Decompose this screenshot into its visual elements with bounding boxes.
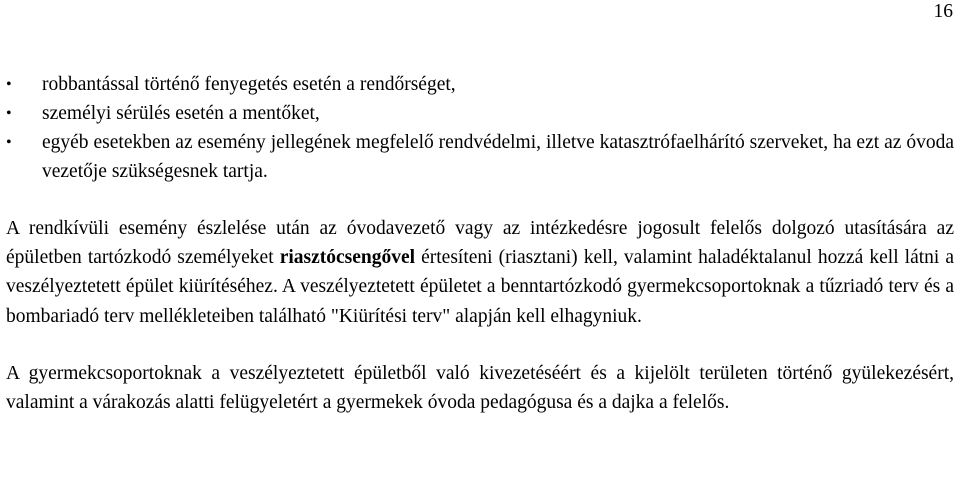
paragraph-alarm	[6, 214, 954, 331]
bullet-icon: •	[6, 76, 12, 93]
paragraph-text-end: értesíteni (riasztani) kell, valamint haladéktalanul hozzá kell látni a veszélyeztetett épület kiürítéséhez. A veszélyeztetett épületet a benntartózkodó gyermekcsoportoknak a tűzriadó terv és a bombariadó terv mellékleteiben található "Kiürítési terv" alapján kell elhagyniuk.	[6, 247, 954, 327]
page-number: 16	[933, 1, 953, 22]
list-item	[6, 128, 954, 186]
document-body	[6, 70, 954, 417]
bullet-icon: •	[6, 105, 12, 122]
bullet-icon: •	[6, 134, 12, 151]
list-item-text: személyi sérülés esetén a mentőket,	[42, 103, 320, 124]
list-item-text: robbantással történő fenyegetés esetén a rendőrséget,	[42, 74, 456, 95]
list-item-text: egyéb esetekben az esemény jellegének megfelelő rendvédelmi, illetve katasztrófaelhárító szerveket, ha ezt az óvoda vezetője szükségesnek tartja.	[42, 132, 954, 182]
list-item	[6, 70, 954, 99]
list-item	[6, 99, 954, 128]
paragraph-supervision: A gyermekcsoportoknak a veszélyeztetett épületből való kivezetéséért és a kijelölt területen történő gyülekezésért, valamint a várakozás alatti felügyeletért a gyermekek óvoda pedagógusa és a dajka a felelős.	[6, 362, 954, 414]
paragraph-text-start: A rendkívüli esemény észlelése után az óvodavezető vagy az intézkedésre jogosult felelős dolgozó utasítására az épületben tartózkodó személyeket	[6, 218, 954, 269]
paragraph-bold-term: riasztócsengővel	[279, 247, 416, 269]
bullet-list	[6, 70, 954, 186]
